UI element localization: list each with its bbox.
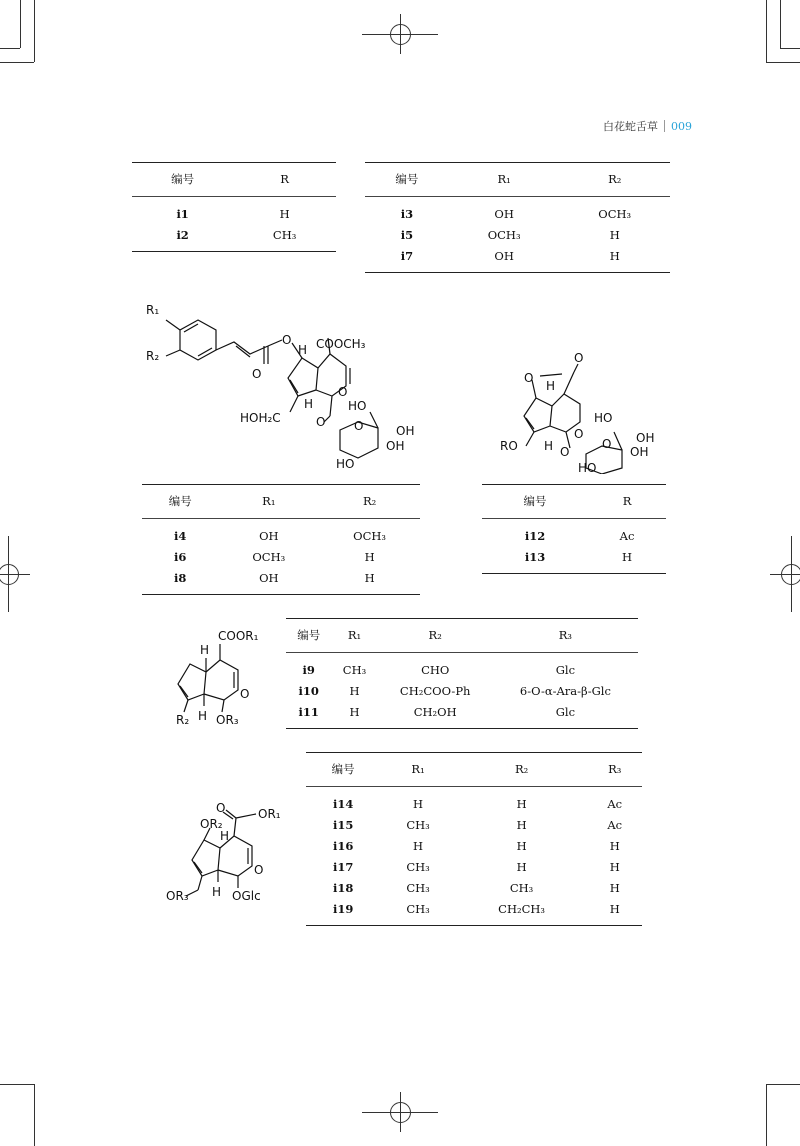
table-row [132,225,336,252]
cell: H [364,571,375,585]
cell-id: i9 [302,663,315,677]
cell-id: i14 [332,797,354,811]
table-d-header-r: R [588,485,666,519]
reg-mark-top-circle [390,24,411,45]
table-a-header-id: 编号 [132,163,233,197]
table-row [482,519,666,548]
table-row [286,702,638,729]
cell: H [413,797,424,811]
label-ho-2: HO [336,457,355,471]
label-o-ring: O [338,385,348,399]
crop-mark-tr-h [766,62,800,63]
cell-id: i1 [176,207,189,221]
label-o-glycoside: O [560,445,570,459]
page-number: 009 [671,119,692,133]
cell: CH₃ [406,860,430,874]
label-r2: R₂ [176,713,190,727]
cell-id: i16 [332,839,354,853]
cell: H [516,839,527,853]
cell: Glc [555,705,576,719]
label-ho-2: HO [578,461,597,474]
table-e [286,618,638,729]
header-separator [664,120,665,132]
label-ro: RO [500,439,518,453]
table-row [482,547,666,574]
crop-mark-tr-v [766,0,767,62]
cell: H [349,705,360,719]
table-row [365,225,670,246]
cell-id: i15 [332,818,354,832]
cell-id: i18 [332,881,354,895]
cell: CHO [421,663,450,677]
table-d-header-id: 编号 [482,485,588,519]
cell-id: i4 [174,529,187,543]
label-oh-2: OH [386,439,405,453]
cell: CH₃ [272,228,297,242]
crop-mark-bl-v [34,1084,35,1146]
table-f [306,752,642,926]
cell: CH₂COO-Ph [399,684,471,698]
cell: OCH₃ [598,207,632,221]
cell: Ac [619,529,635,543]
cell-id: i10 [298,684,319,698]
cell: H [609,881,620,895]
crop-mark-tl-v [34,0,35,62]
label-r2: R₂ [146,349,160,363]
cell-id: i5 [400,228,414,242]
table-f-header-r2: R₂ [456,753,588,787]
label-o-ester: O [282,333,292,347]
cell: OH [259,571,279,585]
label-h-top: H [298,343,308,357]
label-ho: HO [594,411,613,425]
cell: H [516,797,527,811]
table-a-header-r: R [233,163,336,197]
crop-mark-tl-v2 [20,0,21,48]
cell: Glc [555,663,576,677]
table-b-header-id: 编号 [365,163,449,197]
cell: H [516,860,527,874]
reg-mark-left-circle [0,564,19,585]
table-f-header-id: 编号 [306,753,380,787]
cell-id: i12 [524,529,546,543]
cell: CH₂OH [413,705,457,719]
label-h-bottom: H [198,709,208,723]
crop-mark-br-v [766,1084,767,1146]
crop-mark-tr-v2 [780,0,781,48]
label-h-top: H [220,829,230,843]
table-c [142,484,420,595]
table-d [482,484,666,574]
cell: H [364,550,375,564]
cell-id: i11 [298,705,319,719]
table-f-header-r1: R₁ [380,753,455,787]
crop-mark-tl-h [0,62,34,63]
label-h-bottom: H [212,885,222,899]
header-title: 白花蛇舌草 [603,120,658,133]
label-oh-1: OH [636,431,655,445]
label-oglc: OGlc [232,889,261,903]
table-c-header-r2: R₂ [319,485,420,519]
cell-id: i2 [176,228,189,242]
table-row [142,547,420,568]
label-o-ring: O [240,687,250,701]
label-o-sugar: O [602,437,612,451]
label-h-bottom: H [304,397,314,411]
table-row [306,787,642,816]
table-row [365,246,670,273]
cell: H [609,839,620,853]
cell: H [279,207,290,221]
cell: OCH₃ [487,228,521,242]
reg-mark-bottom-circle [390,1102,411,1123]
table-e-header-r1: R₁ [331,619,377,653]
table-a [132,162,336,252]
label-o-carbonyl: O [252,367,262,381]
label-coor1: COOR₁ [218,629,259,643]
cell: OCH₃ [252,550,286,564]
cell: 6-O-α-Ara-β-Glc [519,684,611,698]
cell-id: i19 [332,902,354,916]
cell-id: i3 [400,207,414,221]
cell: OCH₃ [353,529,387,543]
table-row [365,197,670,226]
reg-mark-right-circle [781,564,800,585]
table-row [306,878,642,899]
cell: CH₃ [406,818,430,832]
table-f-header-r3: R₃ [587,753,642,787]
label-r1: R₁ [146,303,160,317]
cell-id: i6 [174,550,187,564]
cell: Ac [607,818,623,832]
cell: H [609,249,620,263]
cell: H [516,818,527,832]
cell: H [609,228,620,242]
label-hoh2c: HOH₂C [240,411,281,425]
crop-mark-bl-h [0,1084,34,1085]
table-c-header-id: 编号 [142,485,218,519]
running-header [603,118,692,134]
cell: H [609,860,620,874]
label-h-top: H [546,379,556,393]
label-o-carbonyl: O [216,801,226,815]
table-e-header-r2: R₂ [378,619,493,653]
cell-id: i17 [332,860,354,874]
label-or3: OR₃ [216,713,239,727]
cell: CH₃ [406,881,430,895]
table-b [365,162,670,273]
crop-mark-tr-h2 [780,48,800,49]
cell: H [349,684,360,698]
table-e-header-id: 编号 [286,619,331,653]
crop-mark-tl-h2 [0,48,20,49]
table-row [306,815,642,836]
table-b-header-r2: R₂ [559,163,670,197]
cell-id: i13 [524,550,546,564]
label-oh-1: OH [396,424,415,438]
table-row [306,899,642,926]
cell: H [413,839,424,853]
label-o-ring: O [574,427,584,441]
crop-mark-br-h [766,1084,800,1085]
label-o-sugar: O [354,419,364,433]
structure-1 [140,298,430,478]
cell: H [622,550,633,564]
label-h-top: H [200,643,210,657]
table-row [306,857,642,878]
structure-2 [498,350,678,474]
table-row [306,836,642,857]
cell: OH [494,207,514,221]
table-row [142,519,420,548]
label-or3: OR₃ [166,889,189,903]
label-o-carbonyl: O [574,351,584,365]
table-b-header-r1: R₁ [449,163,560,197]
label-cooch3: COOCH₃ [316,337,366,351]
label-h-bottom: H [544,439,554,453]
table-e-header-r3: R₃ [493,619,638,653]
table-row [132,197,336,226]
cell: CH₃ [509,881,534,895]
cell: OH [494,249,514,263]
label-or1: OR₁ [258,807,281,821]
structure-3 [160,624,280,736]
cell: Ac [607,797,623,811]
label-ho-1: HO [348,399,367,413]
label-oh-2: OH [630,445,649,459]
table-row [286,681,638,702]
table-c-header-r1: R₁ [218,485,319,519]
label-o-glycoside: O [316,415,326,429]
cell: OH [259,529,279,543]
table-row [286,653,638,682]
cell: H [609,902,620,916]
table-row [142,568,420,595]
cell-id: i8 [174,571,187,585]
cell: CH₃ [406,902,430,916]
label-o-lactone-ring: O [524,371,534,385]
structure-4 [164,800,294,910]
label-o-ring: O [254,863,264,877]
cell: CH₂CH₃ [498,902,546,916]
label-or2: OR₂ [200,817,223,831]
cell: CH₃ [342,663,367,677]
cell-id: i7 [400,249,414,263]
